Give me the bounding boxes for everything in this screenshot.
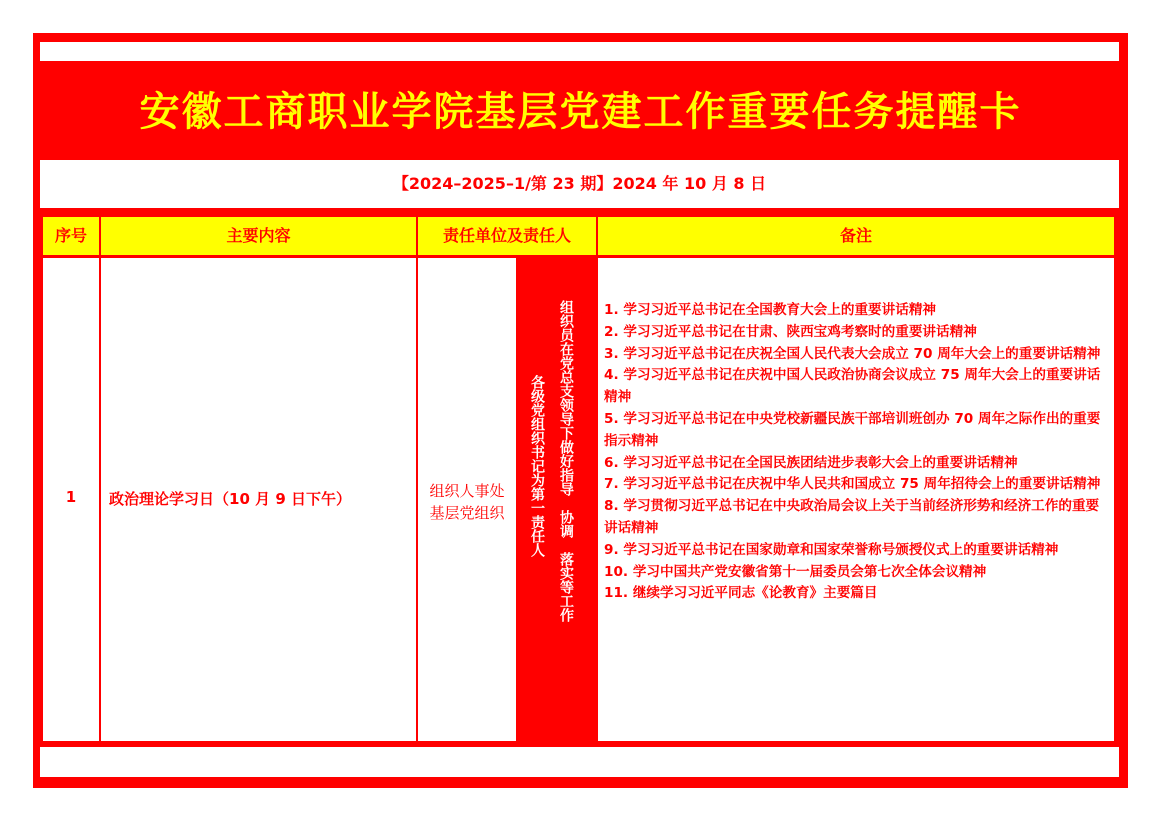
unit-line-1: 组织人事处	[429, 482, 505, 500]
top-blank-strip	[40, 42, 1119, 61]
note-item: 8. 学习贯彻习近平总书记在中央政治局会议上关于当前经济形势和经济工作的重要讲话精神	[604, 498, 1100, 536]
note-item: 5. 学习习近平总书记在中央党校新疆民族干部培训班创办 70 周年之际作出的重要指示精神	[604, 410, 1101, 449]
page-title: 安徽工商职业学院基层党建工作重要任务提醒卡	[139, 89, 1022, 135]
note-item: 7. 学习习近平总书记在庆祝中华人民共和国成立 75 周年招待会上的重要讲话精神	[604, 476, 1101, 493]
note-item: 4. 学习习近平总书记在庆祝中国人民政治协商会议成立 75 周年大会上的重要讲话精神	[604, 367, 1101, 406]
note-item: 11. 继续学习习近平同志《论教育》主要篇目	[604, 585, 878, 602]
vertical-text-organizer: 组织员在党总支领导下做好指导 协调 落实等工作	[558, 300, 574, 622]
note-item: 9. 学习习近平总书记在国家勋章和国家荣誉称号颁授仪式上的重要讲话精神	[604, 541, 1059, 558]
row-main-content: 政治理论学习日（10 月 9 日下午）	[109, 490, 351, 508]
column-header-seq: 序号	[43, 217, 99, 255]
bottom-blank-strip	[40, 747, 1119, 777]
notes-list	[604, 300, 1110, 605]
responsible-unit-text	[418, 480, 516, 524]
note-item: 3. 学习习近平总书记在庆祝全国人民代表大会成立 70 周年大会上的重要讲话精神	[604, 345, 1101, 362]
cell-responsible-unit	[418, 258, 516, 741]
row-seq-number: 1	[65, 488, 77, 506]
unit-line-2: 基层党组织	[429, 504, 505, 522]
column-header-unit: 责任单位及责任人	[418, 217, 596, 255]
note-item: 6. 学习习近平总书记在全国民族团结进步表彰大会上的重要讲话精神	[604, 454, 1018, 471]
note-item: 2. 学习习近平总书记在甘肃、陕西宝鸡考察时的重要讲话精神	[604, 323, 977, 340]
cell-seq	[43, 258, 99, 741]
note-item: 1. 学习习近平总书记在全国教育大会上的重要讲话精神	[604, 302, 937, 318]
cell-notes	[598, 258, 1114, 741]
column-header-note: 备注	[598, 217, 1114, 255]
column-header-content: 主要内容	[101, 217, 416, 255]
note-item: 10. 学习中国共产党安徽省第十一届委员会第七次全体会议精神	[604, 563, 987, 580]
cell-content	[101, 258, 416, 741]
issue-line: 【2024–2025–1/第 23 期】2024 年 10 月 8 日	[40, 160, 1119, 208]
vertical-text-secretary: 各级党组织书记为第一责任人	[529, 375, 545, 557]
cell-responsible-person	[516, 258, 596, 741]
reminder-card	[33, 33, 1128, 788]
